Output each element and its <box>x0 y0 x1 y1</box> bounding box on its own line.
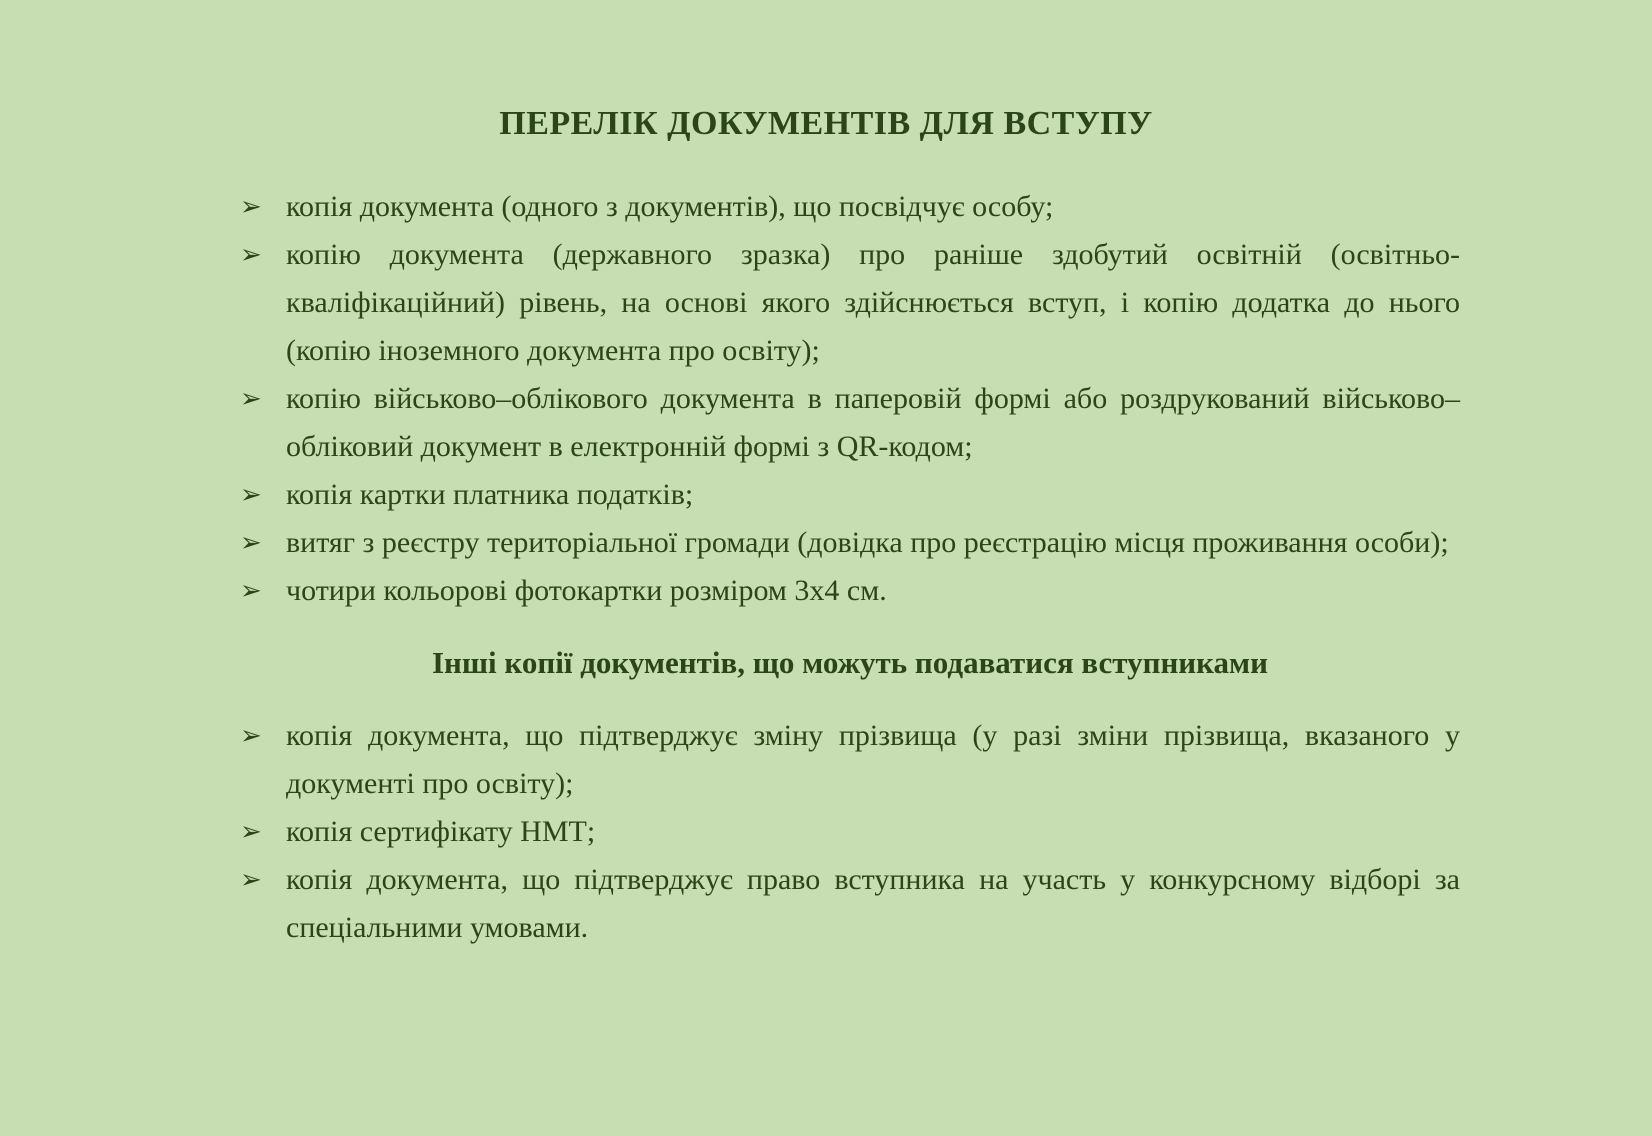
list-item <box>240 808 1460 856</box>
arrow-bullet-icon: ➢ <box>240 239 262 270</box>
page-title: ПЕРЕЛІК ДОКУМЕНТІВ ДЛЯ ВСТУПУ <box>499 105 1153 142</box>
list-item <box>240 856 1460 952</box>
list-item <box>240 183 1460 231</box>
list-item-text: копію військово–облікового документа в паперовій формі або роздрукований військово–обліковий документ в електронній формі з QR-кодом; <box>286 381 1460 463</box>
list-item-text: копія документа, що підтверджує право вступника на участь у конкурсному відборі за спеціальними умовами. <box>286 863 1460 945</box>
list-item-text: витяг з реєстру територіальної громади (довідка про реєстрацію місця проживання особи); <box>286 525 1449 559</box>
list-item-text: копія сертифікату НМТ; <box>286 815 596 849</box>
list-item-text: копію документа (державного зразка) про раніше здобутий освітній (освітньо-кваліфікаційний) рівень, на основі якого здійснюється вступ, і копію додатка до нього (копію іноземного документа про освіту); <box>286 237 1460 367</box>
list-item-text: копія картки платника податків; <box>286 477 694 511</box>
list-item-text: копія документа, що підтверджує зміну прізвища (у разі зміни прізвища, вказаного у документі про освіту); <box>286 719 1460 801</box>
list-item-text: чотири кольорові фотокартки розміром 3х4 см. <box>286 573 887 607</box>
additional-document-list <box>240 712 1460 952</box>
list-item <box>240 471 1460 519</box>
section-subheading: Інші копії документів, що можуть подаватися вступниками <box>431 644 1269 680</box>
arrow-bullet-icon: ➢ <box>240 479 262 510</box>
arrow-bullet-icon: ➢ <box>240 865 262 896</box>
list-item <box>240 712 1460 808</box>
arrow-bullet-icon: ➢ <box>240 527 262 558</box>
list-item <box>240 567 1460 615</box>
arrow-bullet-icon: ➢ <box>240 191 262 222</box>
list-item <box>240 375 1460 471</box>
arrow-bullet-icon: ➢ <box>240 817 262 848</box>
arrow-bullet-icon: ➢ <box>240 383 262 414</box>
arrow-bullet-icon: ➢ <box>240 575 262 606</box>
list-item-text: копія документа (одного з документів), що посвідчує особу; <box>286 189 1054 223</box>
main-document-list <box>240 183 1460 615</box>
list-item <box>240 519 1460 567</box>
list-item <box>240 231 1460 375</box>
arrow-bullet-icon: ➢ <box>240 721 262 752</box>
